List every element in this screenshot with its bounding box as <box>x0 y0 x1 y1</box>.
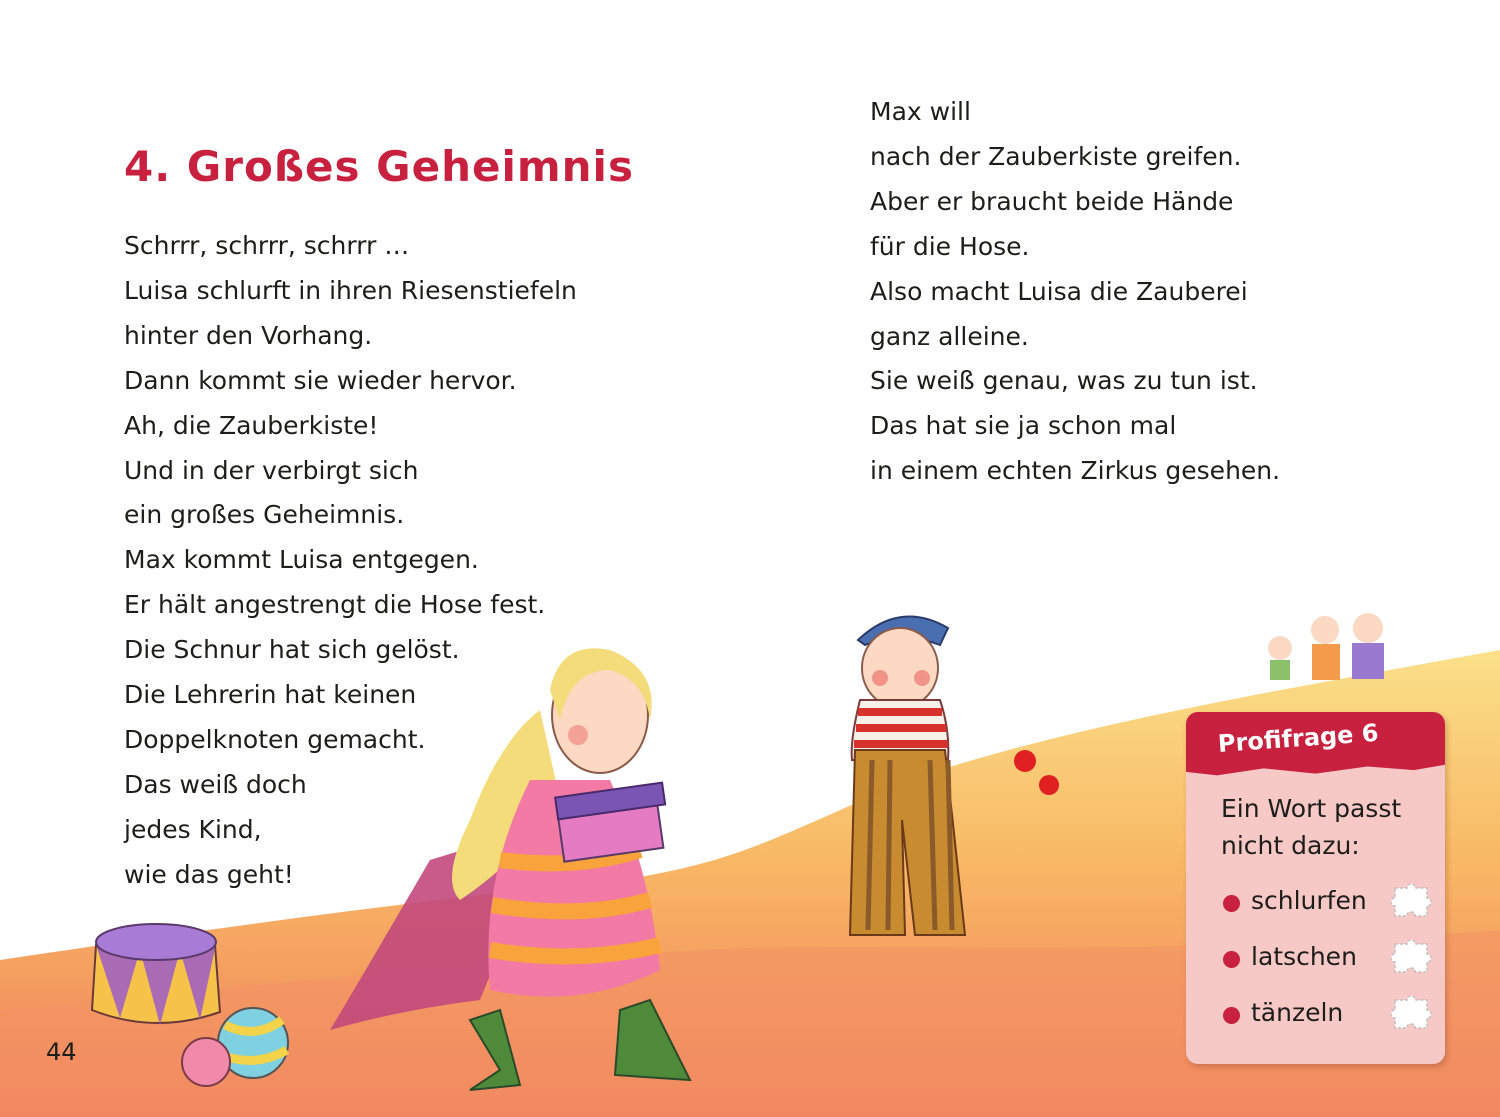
option-taenzeln[interactable] <box>1221 994 1431 1034</box>
question-line: nicht dazu: <box>1221 831 1360 860</box>
text-line: Aber er braucht beide Hände <box>870 186 1234 216</box>
text-line: Also macht Luisa die Zauberei <box>870 276 1248 306</box>
ball-icon <box>182 1008 288 1086</box>
text-line: Max kommt Luisa entgegen. <box>124 545 479 575</box>
children-illustration <box>1268 613 1384 680</box>
text-line: Schrrr, schrrr, schrrr … <box>124 231 410 260</box>
question-line: Ein Wort passt <box>1221 794 1402 823</box>
text-line: jedes Kind, <box>124 814 262 844</box>
text-line: ein großes Geheimnis. <box>124 500 405 530</box>
text-line: Sie weiß genau, was zu tun ist. <box>870 366 1258 396</box>
profifrage-box <box>1186 712 1445 1064</box>
profifrage-question <box>1221 790 1401 864</box>
puzzle-icon <box>1391 940 1431 976</box>
text-line: Max will <box>870 97 971 126</box>
text-line: Das weiß doch <box>124 769 307 799</box>
text-line: Luisa schlurft in ihren Riesenstiefeln <box>124 275 577 305</box>
text-line: Er hält angestrengt die Hose fest. <box>124 590 546 620</box>
profifrage-title: Profifrage 6 <box>1217 718 1380 758</box>
option-label: latschen <box>1251 942 1357 971</box>
text-line: für die Hose. <box>870 231 1030 261</box>
text-line: Die Schnur hat sich gelöst. <box>124 635 460 665</box>
text-line: Ah, die Zauberkiste! <box>124 410 379 440</box>
puzzle-icon <box>1391 996 1431 1032</box>
text-line: Das hat sie ja schon mal <box>870 411 1177 441</box>
text-line: Doppelknoten gemacht. <box>124 724 426 754</box>
story-text-left <box>124 224 577 898</box>
text-line: in einem echten Zirkus gesehen. <box>870 456 1281 486</box>
option-label: schlurfen <box>1251 886 1367 915</box>
text-line: hinter den Vorhang. <box>124 320 373 350</box>
text-line: Dann kommt sie wieder hervor. <box>124 365 517 395</box>
story-text-right <box>870 90 1280 494</box>
max-illustration <box>850 616 1059 935</box>
text-line: ganz alleine. <box>870 321 1029 351</box>
text-line: Und in der verbirgt sich <box>124 455 419 485</box>
bullet-icon <box>1223 1007 1240 1024</box>
page-number: 44 <box>46 1038 77 1066</box>
bullet-icon <box>1223 895 1240 912</box>
option-schlurfen[interactable] <box>1221 882 1431 922</box>
text-line: wie das geht! <box>124 859 294 889</box>
text-line: nach der Zauberkiste greifen. <box>870 141 1242 171</box>
story-title: 4. Großes Geheimnis <box>124 142 634 191</box>
option-label: tänzeln <box>1251 998 1344 1027</box>
circus-podium <box>92 924 220 1025</box>
option-latschen[interactable] <box>1221 938 1431 978</box>
bullet-icon <box>1223 951 1240 968</box>
puzzle-icon <box>1391 884 1431 920</box>
text-line: Die Lehrerin hat keinen <box>124 680 417 710</box>
